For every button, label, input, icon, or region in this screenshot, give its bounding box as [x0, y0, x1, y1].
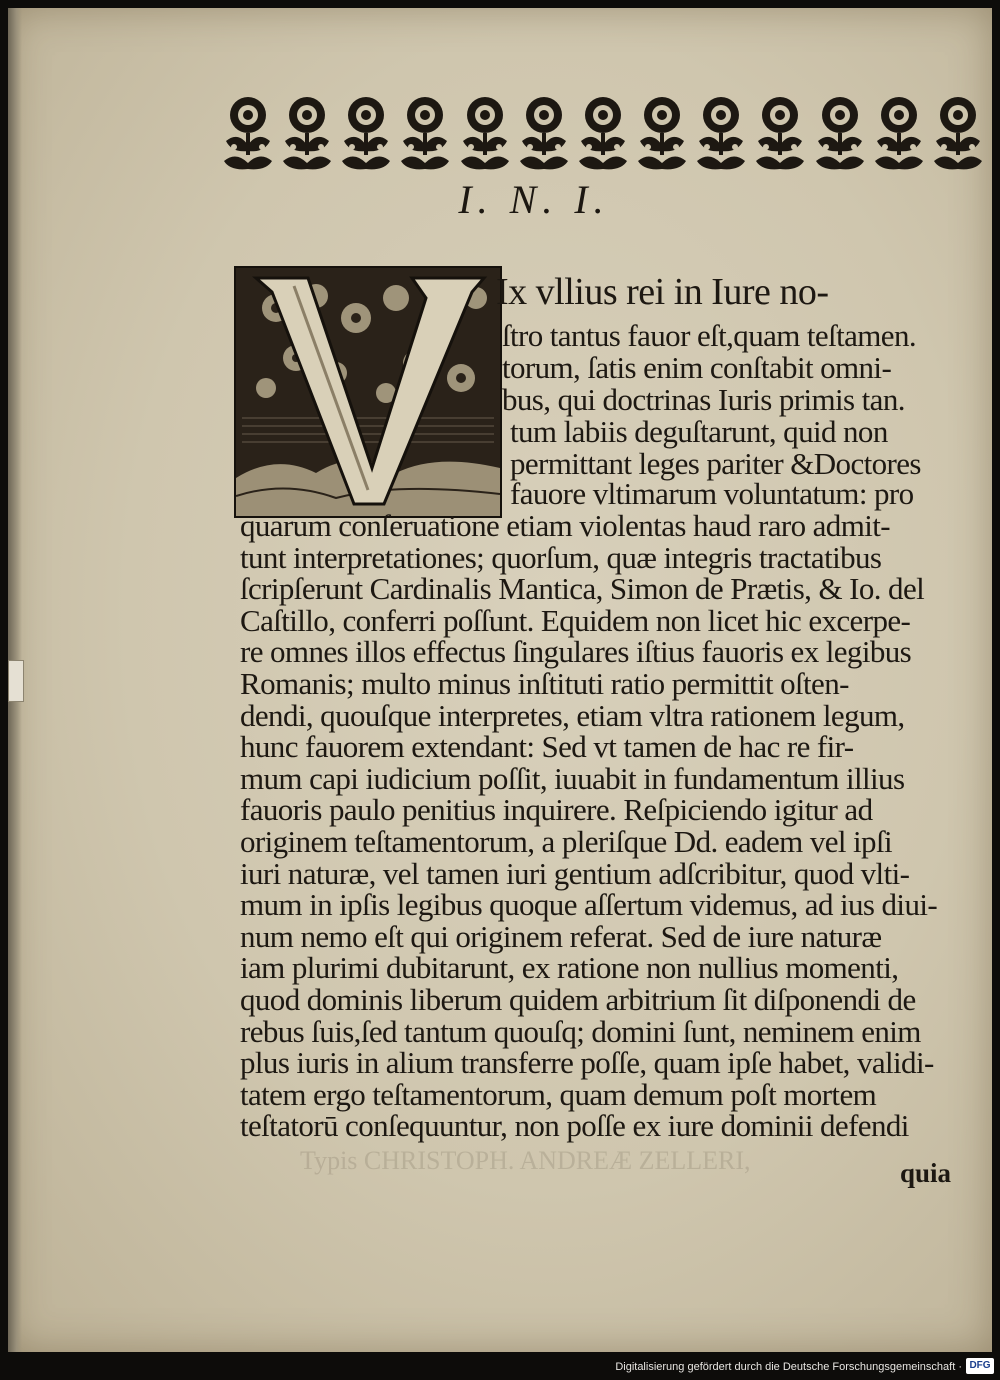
- text-line: quod dominis liberum quidem arbitrium ſit diſponendi de: [240, 982, 916, 1017]
- text-line: teſtatorū conſequuntur, non poſſe ex iure dominii defendi: [240, 1108, 909, 1144]
- text-line: rebus ſuis,ſed tantum quouſq; domini ſunt, neminem enim: [240, 1013, 921, 1049]
- catchword: quia: [900, 1158, 952, 1188]
- text-line: num nemo eſt qui originem referat. Sed de iure naturæ: [240, 918, 882, 954]
- text-line: ſcripſerunt Cardinalis Mantica, Simon de Prætis, & Io. del: [240, 571, 925, 607]
- footer-credit: Digitalisierung gefördert durch die Deutsche Forschungsgemeinschaft ·: [615, 1361, 962, 1373]
- body-text: [8, 8, 992, 1352]
- scanned-page: [8, 8, 992, 1352]
- text-line: originem teſtamentorum, a pleriſque Dd. eadem vel ipſi: [240, 824, 892, 859]
- text-line: fauore vltimarum voluntatum: pro: [510, 476, 914, 511]
- text-line: Ix vllius rei in Iure no-: [496, 271, 829, 313]
- digitization-footer: [0, 1352, 1000, 1380]
- text-line: Caſtillo, conferri poſſunt. Equidem non licet hic excerpe-: [240, 602, 911, 638]
- text-line: re omnes illos effectus ſingulares iſtius fauoris ex legibus: [240, 634, 912, 670]
- text-line: plus iuris in alium transferre poſſe, quam ipſe habet, validi-: [240, 1045, 934, 1081]
- text-line: iuri naturæ, vel tamen iuri gentium adſcribitur, quod vlti-: [240, 855, 910, 891]
- text-line: fauoris paulo penitius inquirere. Reſpiciendo igitur ad: [240, 792, 873, 828]
- bleed-through-text: Typis CHRISTOPH. ANDREÆ ZELLERI,: [300, 1146, 751, 1175]
- text-line: hunc fauorem extendant: Sed vt tamen de hac re fir-: [240, 729, 854, 765]
- text-line: mum in ipſis legibus quoque aſſertum videmus, ad ius diui-: [240, 887, 938, 923]
- text-line: tunt interpretationes; quorſum, quæ integris tractatibus: [240, 539, 882, 575]
- text-line: quarum conſeruatione etiam violentas haud raro admit-: [240, 508, 890, 543]
- text-line: iam plurimi dubitarunt, ex ratione non nullius momenti,: [240, 950, 899, 986]
- text-line: ſtro tantus fauor eſt,quam teſtamen.: [502, 318, 916, 353]
- text-line: permittant leges pariter &Doctores: [510, 446, 921, 481]
- text-line: bus, qui doctrinas Iuris primis tan.: [502, 382, 905, 417]
- text-line: Romanis; multo minus inſtituti ratio permittit oſten-: [240, 666, 849, 701]
- dfg-logo: DFG: [966, 1358, 994, 1374]
- page-title: I. N. I.: [458, 177, 610, 222]
- text-line: torum, ſatis enim conſtabit omni-: [502, 350, 892, 385]
- text-line: dendi, quouſque interpretes, etiam vltra rationem legum,: [240, 697, 905, 733]
- text-line: tatem ergo teſtamentorum, quam demum poſt mortem: [240, 1076, 877, 1112]
- text-line: mum capi iudicium poſſit, iuuabit in fundamentum illius: [240, 760, 905, 796]
- text-line: tum labiis deguſtarunt, quid non: [510, 414, 888, 449]
